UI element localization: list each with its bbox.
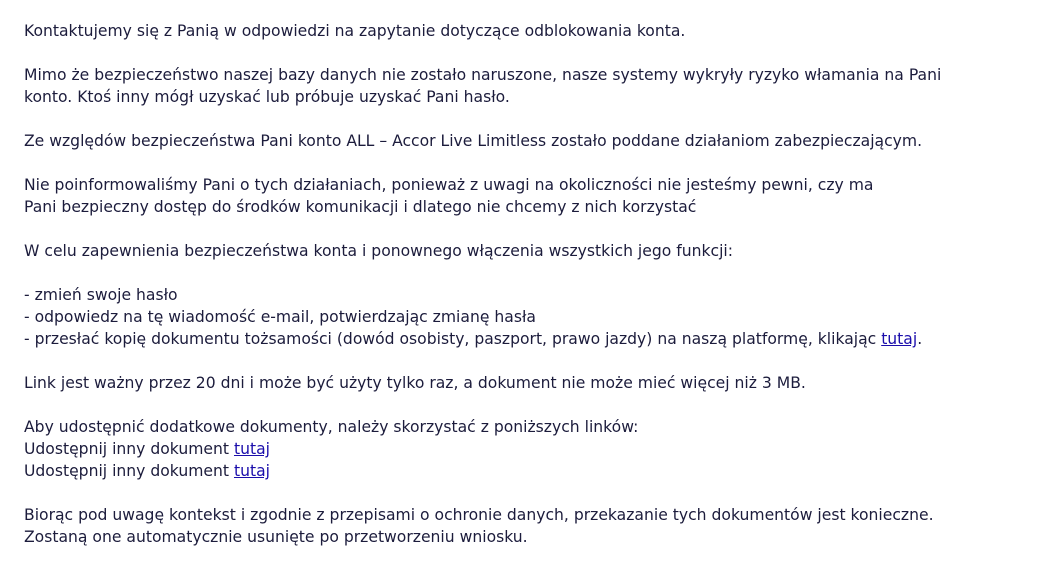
security-risk-line-2: konto. Ktoś inny mógł uzyskać lub próbuje uzyskać Pani hasło. bbox=[24, 88, 510, 106]
data-protection-line-1: Biorąc pod uwagę kontekst i zgodnie z przepisami o ochronie danych, przekazanie tych dokumentów jest konieczne. bbox=[24, 506, 934, 524]
security-risk-line-1: Mimo że bezpieczeństwo naszej bazy danych nie zostało naruszone, nasze systemy wykryły ryzyko włamania na Pani bbox=[24, 66, 942, 84]
not-informed-line-2: Pani bezpieczny dostęp do środków komunikacji i dlatego nie chcemy z nich korzystać bbox=[24, 198, 697, 216]
paragraph-not-informed bbox=[24, 174, 1044, 218]
paragraph-data-protection bbox=[24, 504, 1044, 548]
share-document-link-2[interactable]: tutaj bbox=[233, 462, 270, 480]
share-document-line bbox=[24, 460, 1044, 482]
paragraph-security-risk bbox=[24, 64, 1044, 108]
list-item: - zmień swoje hasło bbox=[24, 286, 178, 304]
account-secured-text: Ze względów bezpieczeństwa Pani konto ALL – Accor Live Limitless zostało poddane działaniom zabezpieczającym. bbox=[24, 132, 923, 150]
email-body bbox=[24, 20, 1044, 570]
paragraph-additional-documents bbox=[24, 416, 1044, 482]
share-document-text: Udostępnij inny dokument bbox=[24, 462, 234, 480]
intro-text: Kontaktujemy się z Panią w odpowiedzi na zapytanie dotyczące odblokowania konta. bbox=[24, 22, 686, 40]
share-document-link-1[interactable]: tutaj bbox=[233, 440, 270, 458]
data-protection-line-2: Zostaną one automatycznie usunięte po przetworzeniu wniosku. bbox=[24, 528, 528, 546]
additional-documents-intro: Aby udostępnić dodatkowe dokumenty, należy skorzystać z poniższych linków: bbox=[24, 418, 639, 436]
upload-document-link[interactable]: tutaj bbox=[881, 330, 918, 348]
not-informed-line-1: Nie poinformowaliśmy Pani o tych działaniach, ponieważ z uwagi na okoliczności nie jesteśmy pewni, czy ma bbox=[24, 176, 874, 194]
share-document-line bbox=[24, 438, 1044, 460]
list-item-text: - przesłać kopię dokumentu tożsamości (dowód osobisty, paszport, prawo jazdy) na naszą platformę, klikając bbox=[24, 330, 882, 348]
link-validity-text: Link jest ważny przez 20 dni i może być użyty tylko raz, a dokument nie może mieć więcej niż 3 MB. bbox=[24, 374, 806, 392]
paragraph-account-secured bbox=[24, 130, 1044, 152]
paragraph-instructions-intro bbox=[24, 240, 1044, 262]
paragraph-intro bbox=[24, 20, 1044, 42]
list-item-punctuation: . bbox=[917, 330, 923, 348]
instructions-intro-text: W celu zapewnienia bezpieczeństwa konta i ponownego włączenia wszystkich jego funkcji: bbox=[24, 242, 734, 260]
list-item bbox=[24, 328, 1044, 350]
paragraph-link-validity bbox=[24, 372, 1044, 394]
share-document-text: Udostępnij inny dokument bbox=[24, 440, 234, 458]
list-item: - odpowiedz na tę wiadomość e-mail, potwierdzając zmianę hasła bbox=[24, 308, 536, 326]
instructions-list bbox=[24, 284, 1044, 350]
